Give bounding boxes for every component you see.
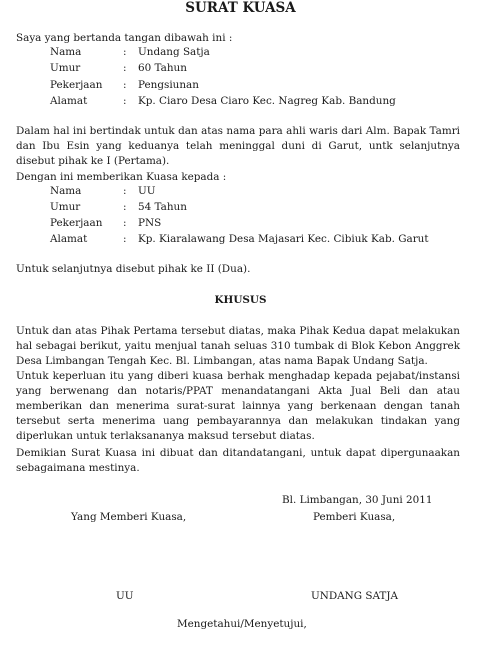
- address-label: Alamat: [50, 233, 88, 245]
- address-label: Alamat: [50, 95, 88, 107]
- second-party-age-row: [50, 200, 470, 215]
- first-party-job-row: [50, 78, 470, 93]
- grant-intro: Dengan ini memberikan Kuasa kepada :: [16, 171, 227, 183]
- first-party-address-row: [50, 94, 470, 109]
- name-label: Nama: [50, 185, 82, 197]
- body-paragraph-1: Untuk dan atas Pihak Pertama tersebut diatas, maka Pihak Kedua dapat melakukan hal sebagai berikut, yaitu menjual tanah seluas 310 tumbak di Blok Kebon Anggrek Desa Limbangan Tengah Kec. Bl. Limbangan, atas nama Bapak Undang Satja.: [16, 325, 460, 367]
- colon: :: [123, 201, 127, 213]
- name-label: Nama: [50, 46, 82, 58]
- first-party-job: Pengsiunan: [138, 79, 199, 91]
- second-party-name: UU: [138, 185, 156, 197]
- age-label: Umur: [50, 201, 81, 213]
- first-party-name: Undang Satja: [138, 46, 210, 58]
- second-party-age: 54 Tahun: [138, 201, 187, 213]
- acting-paragraph: Dalam hal ini bertindak untuk dan atas nama para ahli waris dari Alm. Bapak Tamri dan Ibu Esin yang keduanya telah meninggal duni di Garut, untk selanjutnya disebut pihak ke I (Pertama).: [16, 125, 460, 167]
- grantor-signature-name: UNDANG SATJA: [311, 590, 399, 602]
- job-label: Pekerjaan: [50, 217, 103, 229]
- colon: :: [123, 217, 127, 229]
- first-party-age-row: [50, 61, 470, 76]
- section-heading: KHUSUS: [214, 294, 267, 306]
- second-party-note: Untuk selanjutnya disebut pihak ke II (Dua).: [16, 263, 251, 275]
- first-party-name-row: [50, 45, 470, 60]
- second-party-address: Kp. Kiaralawang Desa Majasari Kec. Cibiuk Kab. Garut: [138, 233, 429, 245]
- acknowledgement: Mengetahui/Menyetujui,: [177, 618, 307, 630]
- job-label: Pekerjaan: [50, 79, 103, 91]
- second-party-address-row: [50, 232, 470, 247]
- colon: :: [123, 79, 127, 91]
- colon: :: [123, 95, 127, 107]
- body-paragraph-2: Untuk keperluan itu yang diberi kuasa berhak menghadap kepada pejabat/instansi yang berwenang dan notaris/PPAT menandatangani Akta Jual Beli dan atau memberikan dan menerima surat-surat lainnya yang berkenaan dengan tanah tersebut serta menerima uang pembayarannya dan melakukan tindakan yang diperlukan untuk terlaksananya maksud tersebut diatas.: [16, 370, 460, 442]
- second-party-job-row: [50, 216, 470, 231]
- colon: :: [123, 185, 127, 197]
- recipient-signature-name: UU: [116, 590, 134, 602]
- colon: :: [123, 46, 127, 58]
- place-date: Bl. Limbangan, 30 Juni 2011: [282, 494, 433, 506]
- age-label: Umur: [50, 62, 81, 74]
- first-party-address: Kp. Ciaro Desa Ciaro Kec. Nagreg Kab. Bandung: [138, 95, 396, 107]
- grantor-signature-label: Pemberi Kuasa,: [313, 511, 396, 523]
- body-paragraph-3: Demikian Surat Kuasa ini dibuat dan ditandatangani, untuk dapat dipergunaakan sebagaimana mestinya.: [16, 447, 460, 474]
- document-title: SURAT KUASA: [185, 0, 296, 16]
- second-party-job: PNS: [138, 217, 162, 229]
- colon: :: [123, 62, 127, 74]
- intro-text: Saya yang bertanda tangan dibawah ini :: [16, 32, 233, 44]
- colon: :: [123, 233, 127, 245]
- first-party-age: 60 Tahun: [138, 62, 187, 74]
- second-party-name-row: [50, 184, 470, 199]
- recipient-signature-label: Yang Memberi Kuasa,: [71, 511, 187, 523]
